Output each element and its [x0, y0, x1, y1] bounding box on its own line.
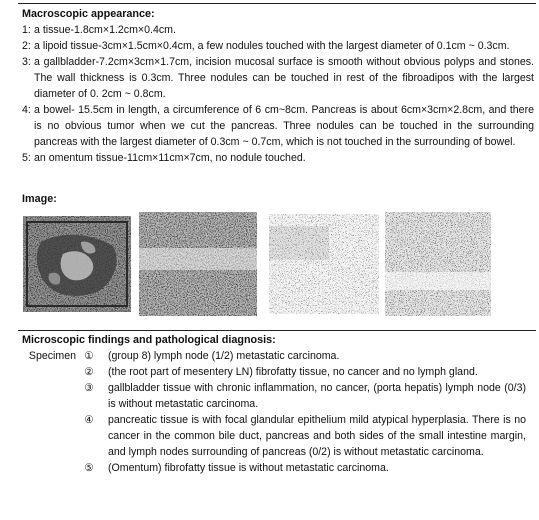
macro-item-text: an omentum tissue-11cm×11cm×7cm, no nodule touched.	[34, 152, 306, 164]
diagnosis-marker: ①	[84, 350, 94, 362]
macro-item-number: 2:	[22, 40, 31, 52]
macro-item-text: a bowel- 15.5cm in length, a circumference of 6 cm~8cm. Pancreas is about 6cm×3cm×2.8cm, and there is no obvious tumor when we cut the pancreas. Three nodules can be touched in the surrounding pancreas with the largest diameter of 0.3cm ~ 0.7cm, which is not touched in the surrounding of bowel.	[34, 104, 534, 148]
specimen-label: Specimen	[28, 350, 76, 362]
macro-item-number: 3:	[22, 56, 31, 68]
diagnosis-marker: ④	[84, 414, 94, 426]
diagnosis-item	[22, 348, 534, 364]
diagnosis-item	[22, 380, 534, 412]
microscopic-photo-3	[269, 214, 379, 314]
image-heading: Image:	[22, 193, 57, 205]
diagnosis-item	[22, 364, 534, 380]
macro-item	[22, 54, 534, 102]
macroscopic-heading: Macroscopic appearance:	[22, 8, 155, 20]
gross-specimen-photo-1	[23, 216, 131, 312]
spacer	[22, 412, 76, 460]
spacer	[22, 380, 76, 412]
macroscopic-list	[22, 22, 534, 166]
microscopic-photo-4	[385, 212, 491, 316]
macro-item	[22, 150, 534, 166]
macro-item-number: 1:	[22, 24, 31, 36]
macro-item	[22, 38, 534, 54]
macro-item	[22, 102, 534, 150]
diagnosis-marker: ②	[84, 366, 94, 378]
microscopic-list	[22, 348, 534, 476]
mid-divider	[18, 330, 536, 331]
spacer	[22, 364, 76, 380]
top-divider	[18, 3, 536, 4]
diagnosis-item	[22, 460, 534, 476]
diagnosis-marker: ③	[84, 382, 94, 394]
diagnosis-text: gallbladder tissue with chronic inflammation, no cancer, (porta hepatis) lymph node (0/3) is without metastatic carcinoma.	[108, 382, 526, 410]
diagnosis-item	[22, 412, 534, 460]
specimen-photo-strip	[23, 212, 493, 318]
microscopic-heading: Microscopic findings and pathological diagnosis:	[22, 334, 276, 346]
macro-item-text: a gallbladder-7.2cm×3cm×1.7cm, incision mucosal surface is smooth without obvious polyps and stones. The wall thickness is 0.3cm. Three nodules can be touched in rest of the fibroadipos with the largest diameter of 0. 2cm ~ 0.8cm.	[34, 56, 534, 100]
macro-item-number: 5:	[22, 152, 31, 164]
macro-item	[22, 22, 534, 38]
microscopic-photo-2	[139, 212, 257, 316]
specimen-photos	[23, 212, 493, 318]
spacer	[22, 460, 76, 476]
macro-item-number: 4:	[22, 104, 31, 116]
diagnosis-marker: ⑤	[84, 462, 94, 474]
macro-item-text: a tissue-1.8cm×1.2cm×0.4cm.	[34, 24, 176, 36]
macro-item-text: a lipoid tissue-3cm×1.5cm×0.4cm, a few nodules touched with the largest diameter of 0.1cm ~ 0.3cm.	[34, 40, 510, 52]
diagnosis-text: pancreatic tissue is with focal glandular epithelium mild atypical hyperplasia. There is no cancer in the common bile duct, pancreas and both sides of the small intestine margin, and lymph nodes surrounding of pancreas (0/2) is without metastatic carcinoma.	[108, 414, 526, 458]
diagnosis-text: (Omentum) fibrofatty tissue is without metastatic carcinoma.	[108, 462, 389, 474]
diagnosis-text: (group 8) lymph node (1/2) metastatic carcinoma.	[108, 350, 340, 362]
diagnosis-text: (the root part of mesentery LN) fibrofatty tissue, no cancer and no lymph gland.	[108, 366, 478, 378]
